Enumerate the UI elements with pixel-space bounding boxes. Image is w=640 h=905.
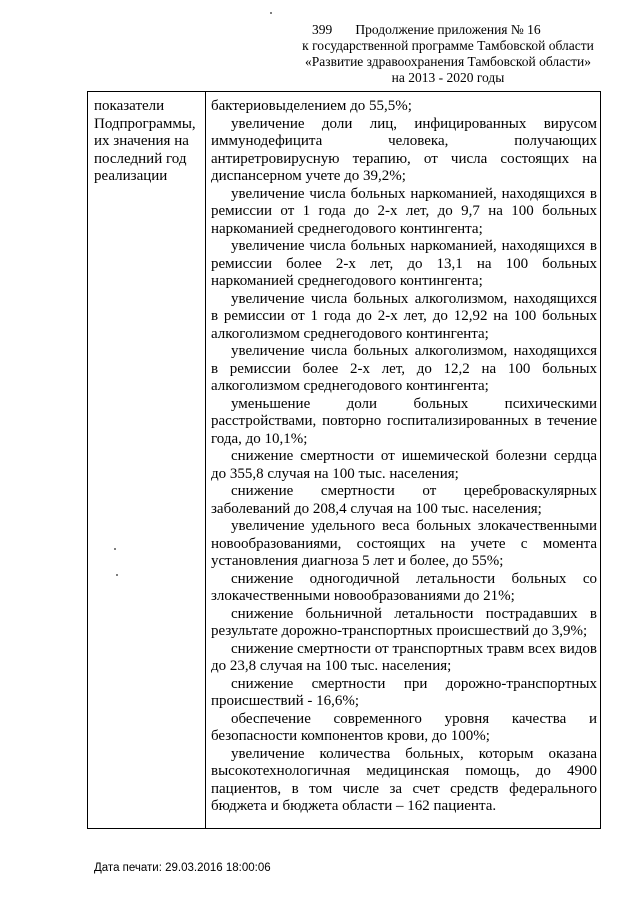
print-date: Дата печати: 29.03.2016 18:00:06: [94, 862, 271, 874]
indicator-paragraph: увеличение числа больных алкоголизмом, находящихся в ремиссии от 1 года до 2-х лет, до 12,92 на 100 больных алкоголизмом среднегодового контингента;: [211, 290, 597, 342]
indicator-paragraph: увеличение количества больных, которым оказана высокотехнологичная медицинская помощь, до 4900 пациентов, в том числе за счет средств федерального бюджета и бюджета области – 162 пациента.: [211, 745, 597, 814]
header-appendix-line: Продолжение приложения № 16: [355, 22, 541, 37]
indicator-paragraph: увеличение числа больных наркоманией, находящихся в ремиссии от 1 года до 2-х лет, до 9,7 на 100 больных наркоманией среднегодового контингента;: [211, 185, 597, 237]
indicator-paragraph: увеличение числа больных алкоголизмом, находящихся в ремиссии более 2-х лет, до 12,2 на 100 больных алкоголизмом среднегодового контингента;: [211, 343, 597, 394]
header-program-title: «Развитие здравоохранения Тамбовской области»: [304, 54, 591, 69]
header-program-line: к государственной программе Тамбовской области: [302, 38, 594, 53]
label-line: реализации: [94, 168, 168, 184]
indicator-paragraph: снижение смертности от цереброваскулярных заболеваний до 208,4 случая на 100 тыс. населения;: [211, 483, 597, 517]
document-header: [300, 22, 596, 86]
indicator-paragraph: снижение смертности от транспортных травм всех видов до 23,8 случая на 100 тыс. населения;: [211, 640, 597, 674]
page-number: 399: [312, 22, 333, 37]
indicator-paragraph: увеличение удельного веса больных злокачественными новообразованиями, состоящих на учете с момента установления диагноза 5 лет и более, до 55%;: [211, 518, 597, 569]
indicator-paragraph: уменьшение доли больных психическими расстройствами, повторно госпитализированных в течение года, до 10,1%;: [211, 395, 597, 447]
header-years: на 2013 - 2020 годы: [391, 70, 505, 85]
indicator-paragraph: снижение смертности от ишемической болезни сердца до 355,8 случая на 100 тыс. населения;: [211, 448, 597, 482]
indicator-values-cell: [211, 98, 597, 816]
indicators-table: [87, 91, 601, 829]
scan-speck: [114, 548, 116, 550]
indicator-paragraph: снижение смертности при дорожно-транспортных происшествий - 16,6%;: [211, 675, 597, 709]
indicator-paragraph: увеличение доли лиц, инфицированных вирусом иммунодефицита человека, получающих антиретровирусную терапию, от числа состоящих на диспансерном учете до 39,2%;: [211, 115, 597, 184]
indicator-paragraph: снижение одногодичной летальности больных со злокачественными новообразованиями до 21%;: [211, 570, 597, 604]
indicator-paragraph: увеличение числа больных наркоманией, находящихся в ремиссии более 2-х лет, до 13,1 на 100 больных наркоманией среднегодового контингента;: [211, 238, 597, 289]
scan-speck: [270, 12, 272, 14]
column-divider: [205, 92, 206, 828]
label-line: их значения на: [94, 133, 189, 149]
indicator-label-cell: [94, 98, 202, 186]
indicator-paragraph: бактериовыделением до 55,5%;: [211, 98, 412, 114]
label-line: последний год: [94, 150, 187, 167]
label-line: Подпрограммы,: [94, 115, 196, 132]
scan-speck: [116, 574, 118, 576]
label-line: показатели: [94, 98, 165, 114]
indicator-paragraph: снижение больничной летальности пострадавших в результате дорожно-транспортных происшествий до 3,9%;: [211, 605, 597, 639]
indicator-paragraph: обеспечение современного уровня качества и безопасности компонентов крови, до 100%;: [211, 710, 597, 744]
